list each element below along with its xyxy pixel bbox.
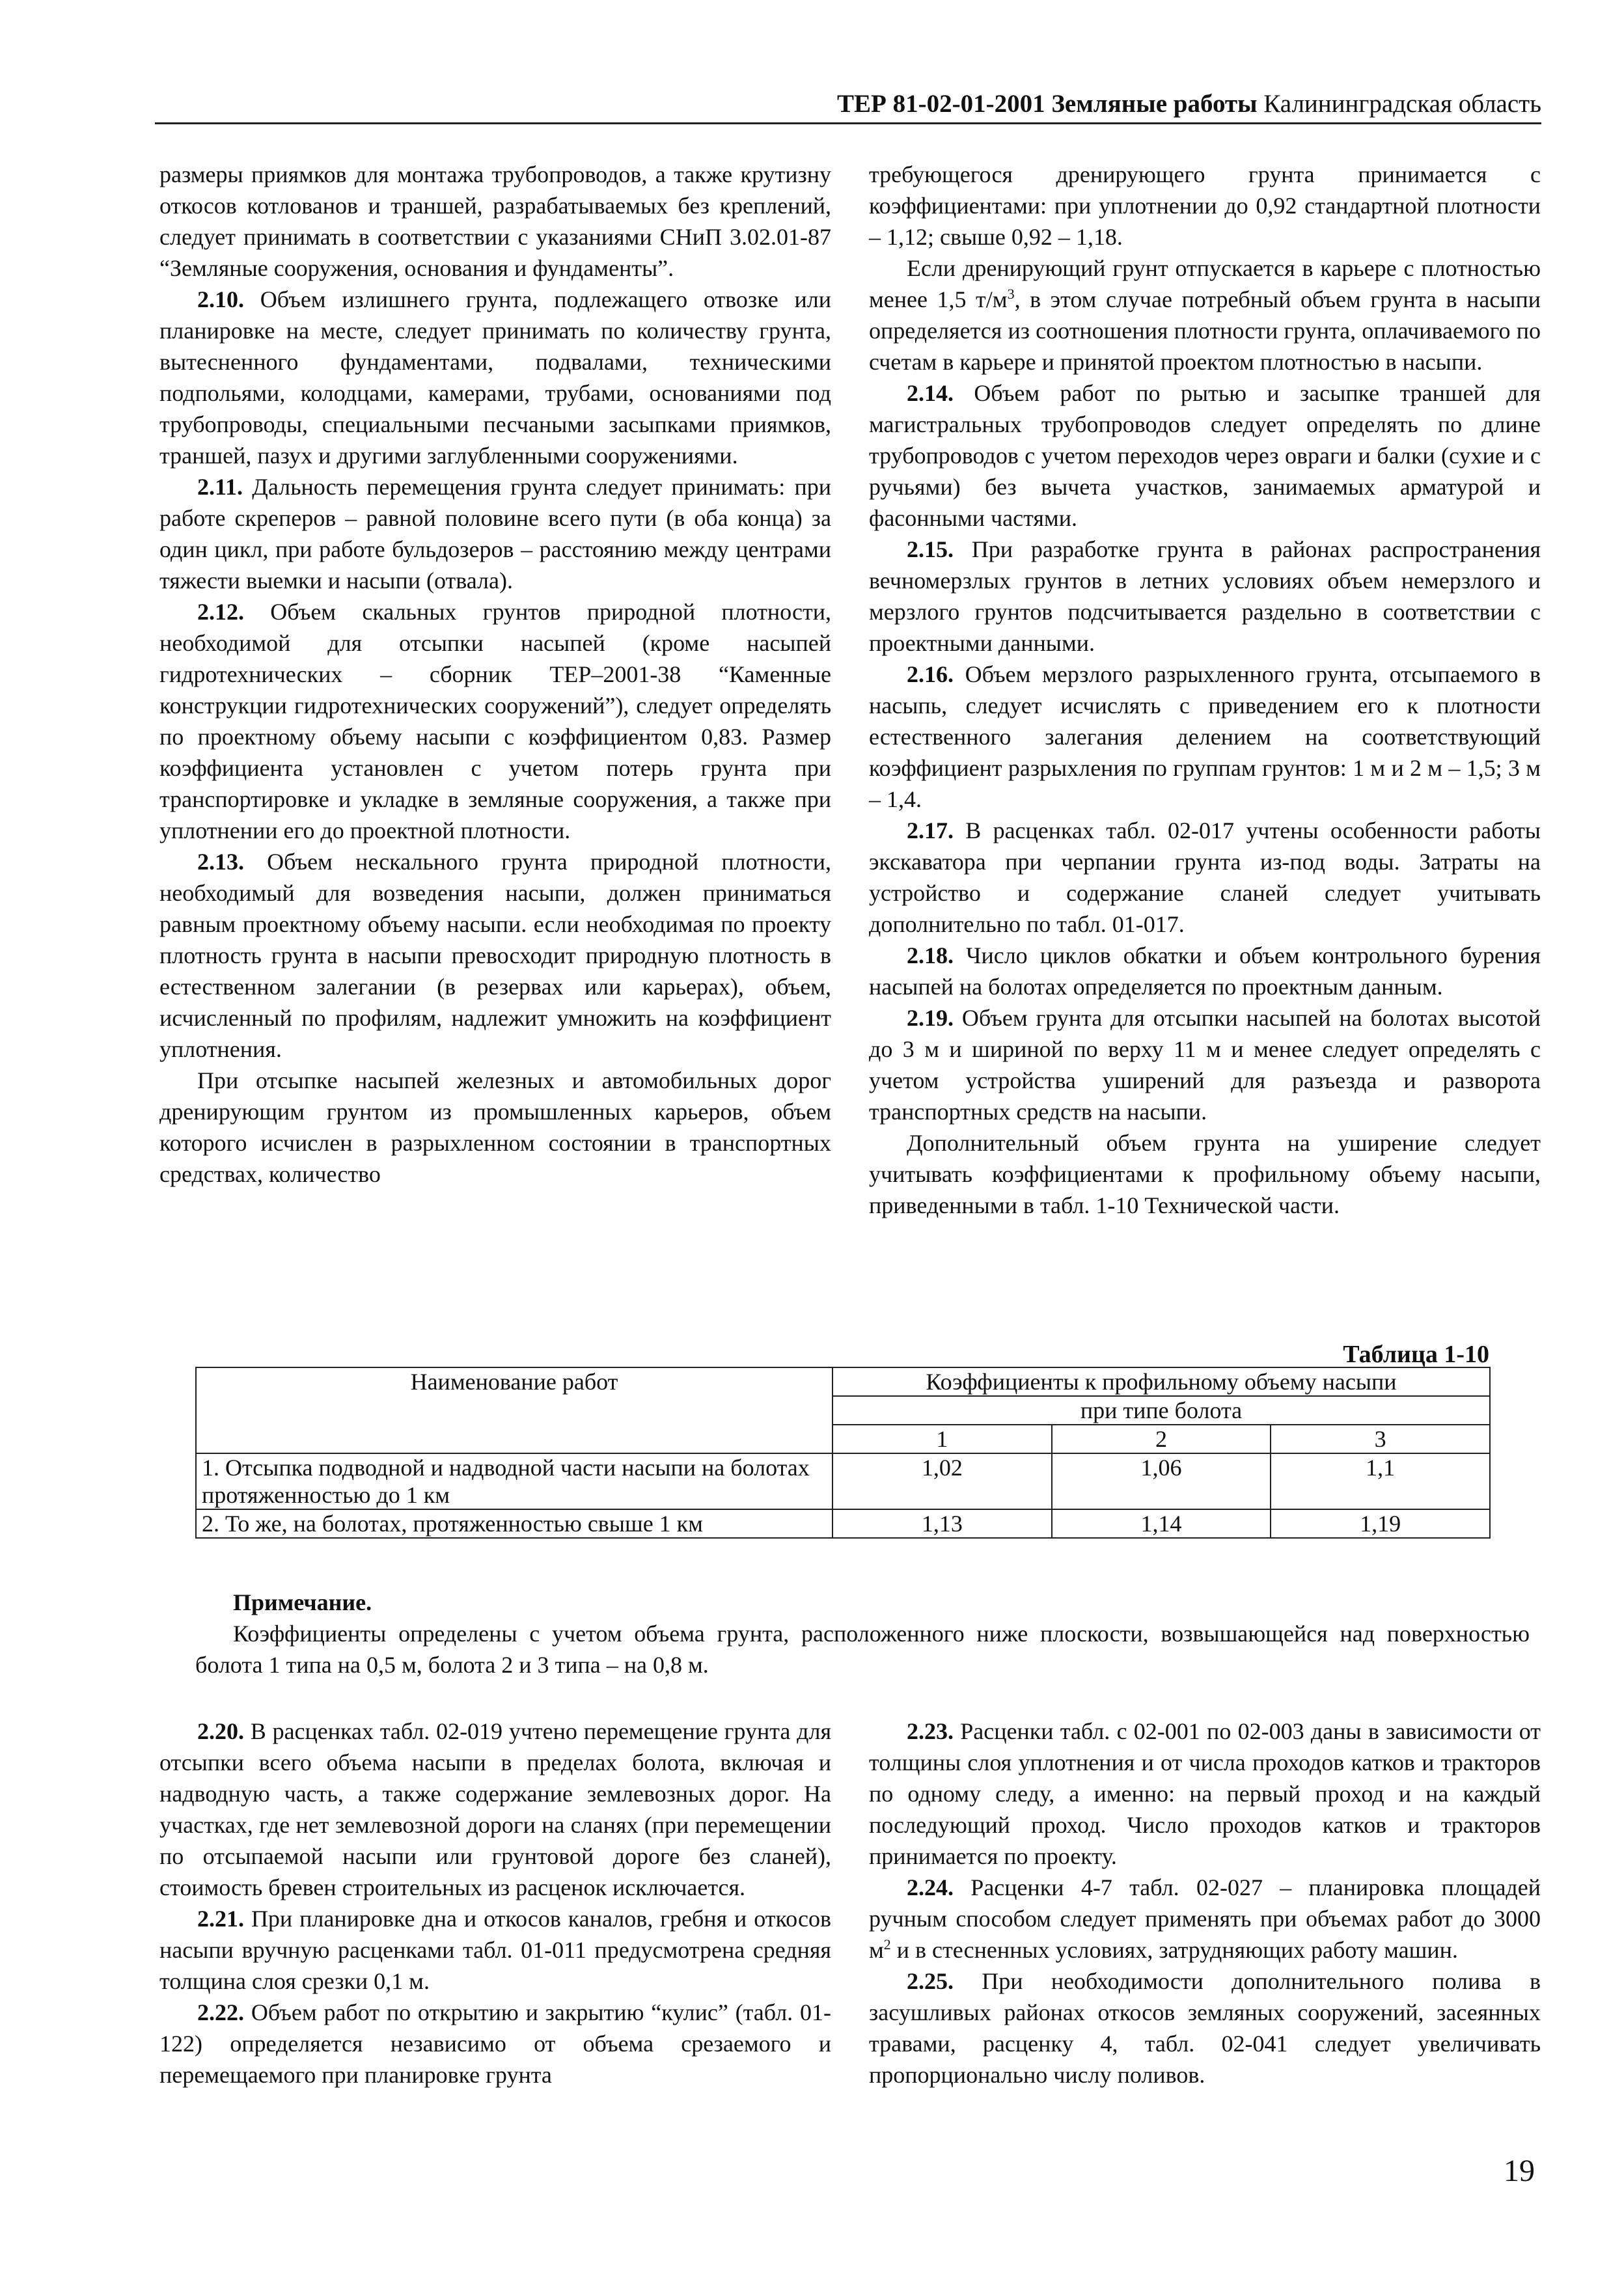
- clause-text: При необходимости дополнительного полива в засушливых районах откосов земляных сооружений, засеянных травами, расценку 4, табл. 02-041 следует увеличивать пропорционально числу поливов.: [869, 1968, 1541, 2088]
- clause-number: 2.16.: [907, 661, 954, 687]
- table-row: [196, 1453, 1490, 1509]
- clause-number: 2.15.: [907, 536, 954, 562]
- paragraph-2-22: [159, 1997, 831, 2090]
- paragraph-2-12: [159, 596, 831, 846]
- paragraph-2-24: [869, 1872, 1541, 1966]
- paragraph: [869, 253, 1541, 377]
- clause-number: 2.18.: [907, 942, 954, 968]
- document-subject: Земляные работы: [1051, 90, 1258, 118]
- table-cell-value: 1,02: [833, 1453, 1052, 1509]
- table-cell-value: 1,19: [1271, 1509, 1490, 1538]
- text-column-bottom-left: [159, 1716, 831, 2090]
- clause-text: Объем грунта для отсыпки насыпей на болотах высотой до 3 м и шириной по верху 11 м и менее следует определять с учетом устройства уширений для разъезда и разворота транспортных средств на насыпи.: [869, 1005, 1541, 1125]
- table-header-row: [196, 1367, 1490, 1396]
- document-code: ТЕР 81-02-01-2001: [837, 90, 1045, 118]
- clause-number: 2.12.: [197, 599, 244, 625]
- paragraph-2-23: [869, 1716, 1541, 1872]
- paragraph-text: Если дренирующий грунт отпускается в карьере с плотностью менее 1,5 т/м: [869, 255, 1541, 312]
- paragraph: Дополнительный объем грунта на уширение следует учитывать коэффициентами к профильному объему насыпи, приведенными в табл. 1-10 Технической части.: [869, 1130, 1541, 1218]
- clause-number: 2.21.: [197, 1906, 244, 1932]
- table-cell-value: 1,06: [1052, 1453, 1271, 1509]
- paragraph-2-11: [159, 471, 831, 596]
- paragraph-2-10: [159, 284, 831, 471]
- paragraph-text: , в этом случае потребный объем грунта в насыпи определяется из соотношения плотности грунта, оплачиваемого по счетам в карьере и принятой проектом плотностью в насыпи.: [869, 286, 1541, 375]
- clause-text: Объем излишнего грунта, подлежащего отвозке или планировке на месте, следует принимать по количеству грунта, вытесненного фундаментами, подвалами, техническими подпольями, колодцами, камерами, трубами, основаниями под трубопроводы, специальными песчаными засыпками приямков, траншей, пазух и другими заглубленными сооружениями.: [159, 286, 831, 469]
- table-caption: Таблица 1-10: [1343, 1341, 1489, 1368]
- paragraph-2-15: [869, 534, 1541, 659]
- clause-number: 2.17.: [907, 817, 954, 843]
- column-header-name: Наименование работ: [196, 1367, 833, 1453]
- clause-number: 2.24.: [907, 1874, 954, 1900]
- paragraph-2-18: [869, 940, 1541, 1002]
- clause-text: Объем нескального грунта природной плотности, необходимый для возведения насыпи, должен приниматься равным проектному объему насыпи. если необходимая по проекту плотность грунта в насыпи превосходит природную плотность в естественном залегании (в резервах или карьерах), объем, исчисленный по профилям, надлежит умножить на коэффициент уплотнения.: [159, 849, 831, 1062]
- clause-text: Расценки 4-7 табл. 02-027 – планировка площадей ручным способом следует применять при объемах работ до 3000 м: [869, 1874, 1541, 1963]
- clause-text: Объем мерзлого разрыхленного грунта, отсыпаемого в насыпь, следует исчислять с приведением его к плотности естественного залегания делением на соответствующий коэффициент разрыхления по группам грунтов: 1 м и 2 м – 1,5; 3 м – 1,4.: [869, 661, 1541, 812]
- clause-number: 2.10.: [197, 286, 244, 312]
- column-header-bog-type: при типе болота: [833, 1396, 1490, 1425]
- paragraph-2-13: [159, 846, 831, 1065]
- table-cell-value: 1,14: [1052, 1509, 1271, 1538]
- clause-text: Объем работ по открытию и закрытию “кулис” (табл. 01-122) определяется независимо от объема срезаемого и перемещаемого при планировке грунта: [159, 1999, 831, 2088]
- clause-number: 2.13.: [197, 849, 244, 875]
- bog-type-header: 3: [1271, 1425, 1490, 1453]
- note-text: Коэффициенты определены с учетом объема грунта, расположенного ниже плоскости, возвышающейся над поверхностью болота 1 типа на 0,5 м, болота 2 и 3 типа – на 0,8 м.: [195, 1621, 1530, 1678]
- clause-text: При разработке грунта в районах распространения вечномерзлых грунтов в летних условиях объем немерзлого и мерзлого грунтов подсчитывается раздельно в соответствии с проектными данными.: [869, 536, 1541, 656]
- superscript: 3: [1007, 286, 1015, 302]
- table-cell-value: 1,13: [833, 1509, 1052, 1538]
- paragraph: При отсыпке насыпей железных и автомобильных дорог дренирующим грунтом из промышленных карьеров, объем которого исчислен в разрыхленном состоянии в транспортных средствах, количество: [159, 1067, 831, 1187]
- table-note: [195, 1587, 1530, 1680]
- paragraph-2-17: [869, 815, 1541, 940]
- table-cell-name: 2. То же, на болотах, протяженностью свыше 1 км: [196, 1509, 833, 1538]
- page-header: [155, 89, 1541, 124]
- clause-text: Число циклов обкатки и объем контрольного бурения насыпей на болотах определяется по проектным данным.: [869, 942, 1541, 1000]
- table-cell-value: 1,1: [1271, 1453, 1490, 1509]
- document-region: Калининградская область: [1263, 90, 1541, 118]
- paragraph-2-20: [159, 1716, 831, 1903]
- clause-number: 2.20.: [197, 1718, 244, 1744]
- clause-text: В расценках табл. 02-017 учтены особенности работы экскаватора при черпании грунта из-под воды. Затраты на устройство и содержание сланей следует учитывать дополнительно по табл. 01-017.: [869, 817, 1541, 937]
- paragraph: размеры приямков для монтажа трубопроводов, а также крутизну откосов котлованов и траншей, разрабатываемых без креплений, следует принимать в соответствии с указаниями СНиП 3.02.01-87 “Земляные сооружения, основания и фундаменты”.: [159, 161, 831, 281]
- clause-text: Дальность перемещения грунта следует принимать: при работе скреперов – равной половине всего пути (в оба конца) за один цикл, при работе бульдозеров – расстоянию между центрами тяжести выемки и насыпи (отвала).: [159, 474, 831, 594]
- text-column-top-right: [869, 159, 1541, 1221]
- paragraph-2-25: [869, 1966, 1541, 2090]
- coefficients-table: [195, 1367, 1491, 1539]
- note-title: Примечание.: [233, 1589, 372, 1615]
- bog-type-header: 2: [1052, 1425, 1271, 1453]
- clause-text: При планировке дна и откосов каналов, гребня и откосов насыпи вручную расценками табл. 01-011 предусмотрена средняя толщина слоя срезки 0,1 м.: [159, 1906, 831, 1994]
- bog-type-header: 1: [833, 1425, 1052, 1453]
- clause-number: 2.22.: [197, 1999, 244, 2025]
- clause-text: и в стесненных условиях, затрудняющих работу машин.: [890, 1937, 1458, 1963]
- clause-text: Объем скальных грунтов природной плотности, необходимой для отсыпки насыпей (кроме насыпей гидротехнических – сборник ТЕР–2001-38 “Каменные конструкции гидротехнических сооружений”), следует определять по проектному объему насыпи с коэффициентом 0,83. Размер коэффициента установлен с учетом потерь грунта при транспортировке и укладке в земляные сооружения, а также при уплотнении его до проектной плотности.: [159, 599, 831, 843]
- clause-number: 2.11.: [197, 474, 243, 500]
- clause-number: 2.23.: [907, 1718, 954, 1744]
- clause-text: Расценки табл. с 02-001 по 02-003 даны в зависимости от толщины слоя уплотнения и от числа проходов катков и тракторов по одному следу, а именно: на первый проход и на каждый последующий проход. Число проходов катков и тракторов принимается по проекту.: [869, 1718, 1541, 1869]
- paragraph-2-21: [159, 1903, 831, 1997]
- paragraph-2-14: [869, 377, 1541, 534]
- paragraph: требующегося дренирующего грунта принимается с коэффициентами: при уплотнении до 0,92 стандартной плотности – 1,12; свыше 0,92 – 1,18.: [869, 161, 1541, 250]
- paragraph-2-19: [869, 1002, 1541, 1127]
- table-row: [196, 1509, 1490, 1538]
- clause-number: 2.14.: [907, 380, 954, 406]
- text-column-top-left: [159, 159, 831, 1190]
- text-column-bottom-right: [869, 1716, 1541, 2090]
- superscript: 2: [883, 1936, 891, 1953]
- table-cell-name: 1. Отсыпка подводной и надводной части насыпи на болотах протяженностью до 1 км: [196, 1453, 833, 1509]
- paragraph-2-16: [869, 659, 1541, 815]
- clause-number: 2.25.: [907, 1968, 954, 1994]
- page-number: 19: [1504, 2154, 1535, 2188]
- clause-text: В расценках табл. 02-019 учтено перемещение грунта для отсыпки всего объема насыпи в пределах болота, включая и надводную часть, а также содержание землевозных дорог. На участках, где нет землевозной дороги на сланях (при перемещении по отсыпаемой насыпи или грунтовой дороге без сланей), стоимость бревен строительных из расценок исключается.: [159, 1718, 831, 1900]
- clause-text: Объем работ по рытью и засыпке траншей для магистральных трубопроводов следует определять по длине трубопроводов с учетом переходов через овраги и балки (сухие и с ручьями) без вычета участков, занимаемых арматурой и фасонными частями.: [869, 380, 1541, 531]
- clause-number: 2.19.: [907, 1005, 954, 1031]
- column-header-coefficients: Коэффициенты к профильному объему насыпи: [833, 1367, 1490, 1396]
